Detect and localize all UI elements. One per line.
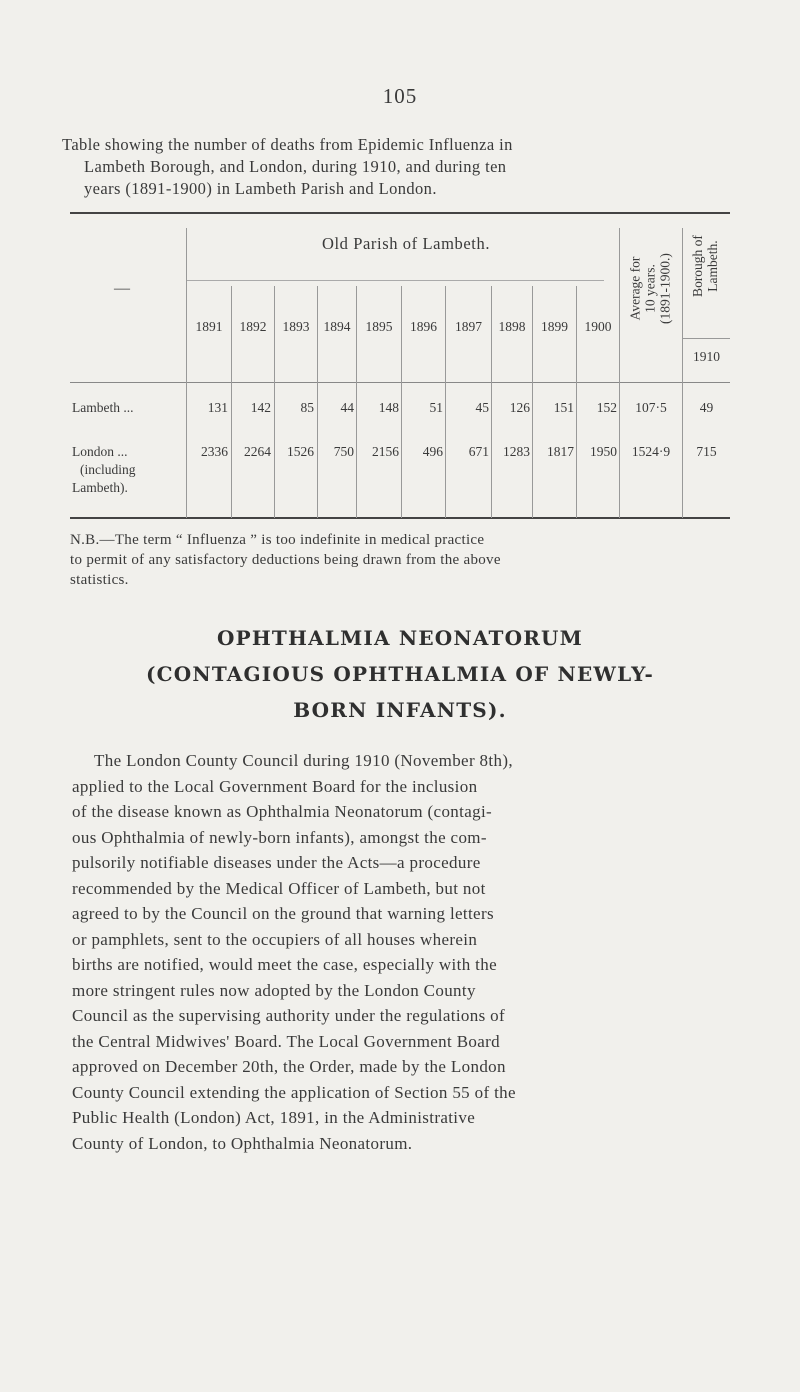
group-header: Old Parish of Lambeth. [321,234,491,253]
borough-cell: 49 [699,400,714,415]
row-label: Lambeth ... [72,400,134,415]
section-paragraph [72,748,740,1156]
caption-line: Lambeth Borough, and London, during 1910, and during ten [84,157,507,176]
table-cell: 44 [340,400,354,415]
paragraph-line: births are notified, would meet the case, especially with the [72,955,497,974]
paragraph-line: or pamphlets, sent to the occupiers of all houses wherein [72,929,478,949]
paragraph-line: recommended by the Medical Officer of Lambeth, but not [72,878,486,898]
caption-line: Table showing the number of deaths from Epidemic Influenza in [62,135,513,154]
year-header: 1897 [455,319,482,334]
footnote-line: N.B.—The term “ Influenza ” is too indefinite in medical practice [70,532,485,548]
paragraph-line: agreed to by the Council on the ground that warning letters [72,904,494,923]
header-rule [70,382,730,383]
section-heading: BORN INFANTS). [293,698,507,722]
table-cell: 142 [250,400,271,415]
year-header: 1892 [239,319,267,334]
table-cell: 2336 [201,444,228,459]
table-cell: 1526 [287,444,314,459]
year-header: 1899 [541,319,568,334]
section-heading: (CONTAGIOUS OPHTHALMIA OF NEWLY- [145,662,655,686]
table-cell: 152 [596,400,617,415]
paragraph-line: ous Ophthalmia of newly-born infants), amongst the com- [72,827,487,847]
year-header: 1896 [410,319,437,334]
paragraph-line: Public Health (London) Act, 1891, in the Administrative [72,1108,476,1127]
table-cell: 1283 [503,444,530,459]
table-cell: 148 [378,400,399,415]
footnote-line: to permit of any satisfactory deductions being drawn from the above [70,552,501,568]
paragraph-line: approved on December 20th, the Order, made by the London [72,1057,506,1076]
table-cell: 151 [553,400,574,415]
group-header-rule [186,280,604,281]
borough-header: Borough of Lambeth. [690,235,720,297]
page-number: 105 [382,84,418,108]
section-heading: OPHTHALMIA NEONATORUM [216,626,584,650]
column-divider [186,228,187,518]
table-cell: 750 [333,444,354,459]
table-caption [62,134,722,200]
column-divider [682,228,683,518]
table-cell: 1817 [547,444,574,459]
table-cell: 2156 [372,444,399,459]
table-cell: 126 [509,400,530,415]
column-divider [619,228,620,518]
table-cell: 85 [300,400,314,415]
stub-header: — [114,280,130,297]
year-header: 1898 [498,319,526,334]
paragraph-line: The London County Council during 1910 (November 8th), [94,751,513,770]
borough-cell: 715 [696,444,717,459]
year-header: 1894 [323,319,351,334]
year-header: 1893 [282,319,310,334]
table-cell: 2264 [244,444,271,459]
influenza-deaths-table [70,212,730,520]
footnote-line: statistics. [70,572,129,588]
year-header: 1900 [584,319,612,334]
paragraph-line: of the disease known as Ophthalmia Neonatorum (contagi- [72,802,493,821]
table-cell: 671 [468,444,489,459]
table-cell: 131 [207,400,228,415]
year-header: 1895 [365,319,393,334]
table-bottom-rule [70,517,730,519]
average-cell: 107·5 [635,400,667,415]
paragraph-line: applied to the Local Government Board for the inclusion [72,776,478,796]
year-header: 1891 [195,319,223,334]
paragraph-line: Council as the supervising authority under the regulations of [72,1006,506,1025]
table-cell: 1950 [590,444,617,459]
caption-line: years (1891-1900) in Lambeth Parish and London. [84,179,437,198]
average-header: Average for 10 years. (1891-1900.) [627,253,673,324]
row-label-extra: Lambeth). [72,480,128,495]
row-label-extra: (including [80,462,136,477]
row-label: London ... [72,444,128,459]
table-cell: 45 [475,400,489,415]
footnote [70,530,735,590]
borough-year-header: 1910 [693,349,720,364]
borough-header-rule [683,338,730,339]
paragraph-line: County of London, to Ophthalmia Neonatorum. [72,1133,413,1153]
paragraph-line: more stringent rules now adopted by the London County [72,980,476,1000]
table-cell: 496 [422,444,443,459]
paragraph-line: the Central Midwives' Board. The Local Government Board [72,1031,501,1051]
average-cell: 1524·9 [631,444,671,459]
paragraph-line: County Council extending the application of Section 55 of the [72,1082,516,1102]
table-cell: 51 [429,400,443,415]
paragraph-line: pulsorily notifiable diseases under the Acts—a procedure [72,853,481,872]
